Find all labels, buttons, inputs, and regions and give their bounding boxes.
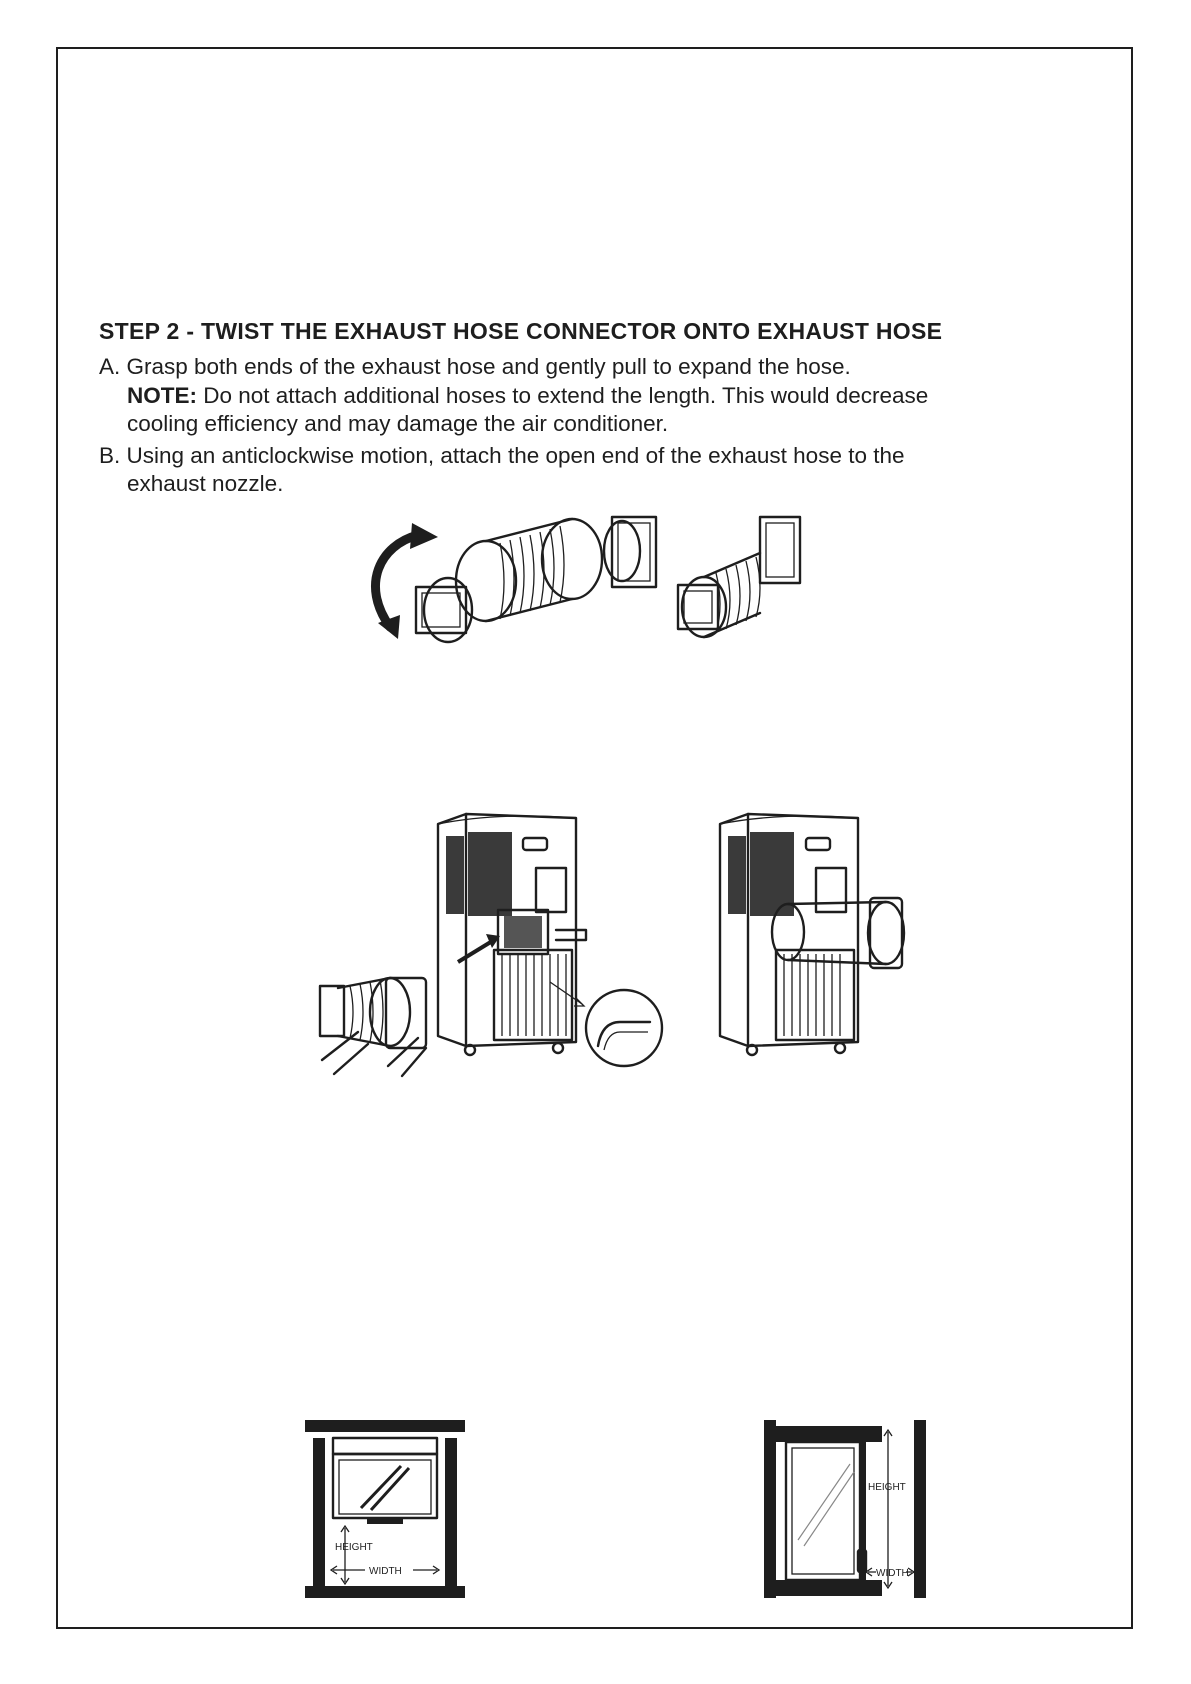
instruction-a: A. Grasp both ends of the exhaust hose and gently pull to expand the hose. xyxy=(99,354,851,379)
ac-unit-rear xyxy=(438,814,586,1055)
rotate-anticlockwise-arrow-icon xyxy=(375,523,438,639)
hose-clip-detail xyxy=(550,982,662,1066)
exhaust-hose-part xyxy=(456,519,602,621)
sliding-width-label: WIDTH xyxy=(369,1566,402,1577)
window-connector-part xyxy=(416,578,472,642)
hung-width-label: WIDTH xyxy=(876,1568,909,1579)
hung-height-arrow-icon xyxy=(884,1430,892,1588)
ac-unit-attach-figure xyxy=(318,810,688,1080)
hose-connector-figure xyxy=(360,515,840,655)
exhaust-connector-part xyxy=(604,517,656,587)
ac-unit-attached-figure xyxy=(716,810,926,1060)
hung-window-figure xyxy=(764,1420,934,1600)
note-line-2: cooling efficiency and may damage the air conditioner. xyxy=(127,411,669,436)
ac-unit-with-hose xyxy=(720,814,904,1055)
instruction-b-line-1: B. Using an anticlockwise motion, attach the open end of the exhaust hose to the xyxy=(99,443,905,468)
note-line-1 xyxy=(127,382,928,410)
step-title: STEP 2 - TWIST THE EXHAUST HOSE CONNECTOR ONTO EXHAUST HOSE xyxy=(99,318,943,344)
assembled-hose-part xyxy=(678,517,800,637)
sliding-height-label: HEIGHT xyxy=(335,1542,373,1553)
sliding-height-arrow-icon xyxy=(341,1526,349,1584)
note-label: NOTE: xyxy=(127,383,197,408)
hung-height-label: HEIGHT xyxy=(868,1482,906,1493)
sliding-window-figure xyxy=(305,1420,465,1600)
note-text-1: Do not attach additional hoses to extend the length. This would decrease xyxy=(197,383,929,408)
instruction-b-line-2: exhaust nozzle. xyxy=(127,471,284,496)
hose-in-hands xyxy=(320,978,426,1076)
